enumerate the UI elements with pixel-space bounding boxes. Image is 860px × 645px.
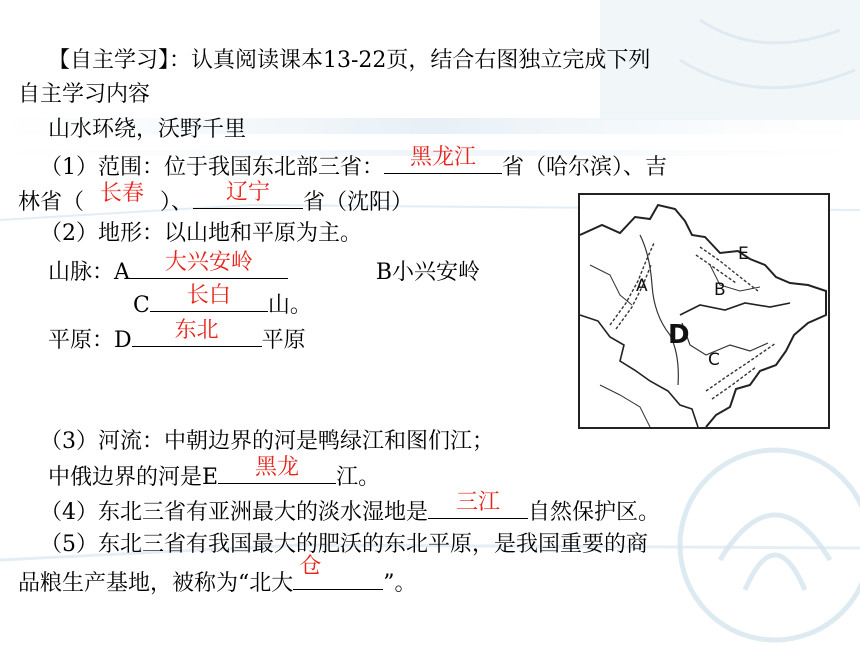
jilin-text: 林省（ — [18, 190, 85, 215]
scope-line — [40, 145, 668, 183]
mountain-b-label: B小兴安岭 — [375, 260, 481, 285]
answer-cang: 仓 — [299, 554, 322, 579]
section-heading — [48, 115, 246, 145]
plain-line — [48, 318, 306, 356]
answer-dongbei: 东北 — [174, 318, 219, 343]
blank-dongbei[interactable] — [132, 318, 262, 347]
separator-text: ）、 — [160, 190, 194, 215]
intro-line-2 — [18, 80, 150, 110]
intro-text-2: 自主学习内容 — [18, 82, 151, 107]
intro-line — [48, 46, 650, 76]
answer-changbai: 长白 — [186, 283, 231, 308]
blank-changbai[interactable] — [150, 283, 268, 312]
answer-heilongjiang: 黑龙江 — [409, 145, 476, 170]
map-label-e: E — [738, 244, 749, 264]
wetland-suffix: 自然保护区。 — [528, 500, 661, 525]
map-label-c: C — [708, 350, 720, 370]
river-suffix: 江。 — [336, 465, 381, 490]
answer-liaoning: 辽宁 — [226, 180, 271, 205]
blank-liaoning[interactable] — [193, 180, 303, 209]
mountain-line — [48, 250, 481, 288]
map-graphic — [580, 195, 828, 427]
answer-changchun: 长春 — [100, 181, 145, 206]
shenyang-text: 省（沈阳） — [303, 190, 414, 215]
scope-text: （1）范围：位于我国东北部三省： — [40, 155, 384, 180]
plain-note-text: （5）东北三省有我国最大的肥沃的东北平原，是我国重要的商 — [40, 532, 648, 557]
answer-heilong: 黑龙 — [255, 455, 300, 480]
terrain-line — [40, 219, 362, 249]
mountain-a-label: 山脉：A — [48, 260, 130, 285]
blank-changchun[interactable] — [84, 181, 160, 209]
river-line-2 — [48, 455, 381, 493]
blank-heilongjiang[interactable] — [384, 145, 502, 174]
wetland-line — [40, 490, 661, 528]
scope-text-2: 省（哈尔滨）、吉 — [502, 155, 668, 180]
granary-suffix: ”。 — [383, 571, 417, 596]
map-label-b: B — [714, 280, 726, 300]
granary-text: 品粮生产基地，被称为“北大 — [18, 571, 294, 596]
blank-cang[interactable] — [293, 554, 383, 590]
river-text: （3）河流：中朝边界的河是鸭绿江和图们江； — [40, 429, 494, 454]
granary-line — [18, 554, 417, 599]
blank-heilong[interactable] — [218, 455, 336, 484]
river-line — [40, 427, 494, 457]
mountain-c-label: C — [133, 293, 150, 318]
plain-suffix: 平原 — [261, 328, 306, 353]
answer-sanjiang: 三江 — [455, 490, 500, 515]
scope-line-2 — [18, 180, 414, 218]
northeast-china-map — [578, 193, 830, 429]
intro-text: 【自主学习】：认真阅读课本13-22页，结合右图独立完成下列 — [48, 48, 651, 73]
plain-d-label: 平原：D — [48, 328, 132, 353]
answer-daxinganling: 大兴安岭 — [164, 250, 253, 275]
map-label-a: A — [636, 276, 648, 296]
terrain-text: （2）地形：以山地和平原为主。 — [40, 221, 362, 246]
blank-sanjiang[interactable] — [428, 490, 528, 519]
mountain-c-line — [133, 283, 312, 321]
blank-daxinganling[interactable] — [130, 250, 288, 279]
wetland-text: （4）东北三省有亚洲最大的淡水湿地是 — [40, 500, 428, 525]
section-heading-text: 山水环绕，沃野千里 — [48, 117, 247, 142]
map-label-d: D — [668, 320, 690, 350]
mountain-suffix: 山。 — [267, 293, 312, 318]
river-e-label: 中俄边界的河是E — [48, 465, 219, 490]
